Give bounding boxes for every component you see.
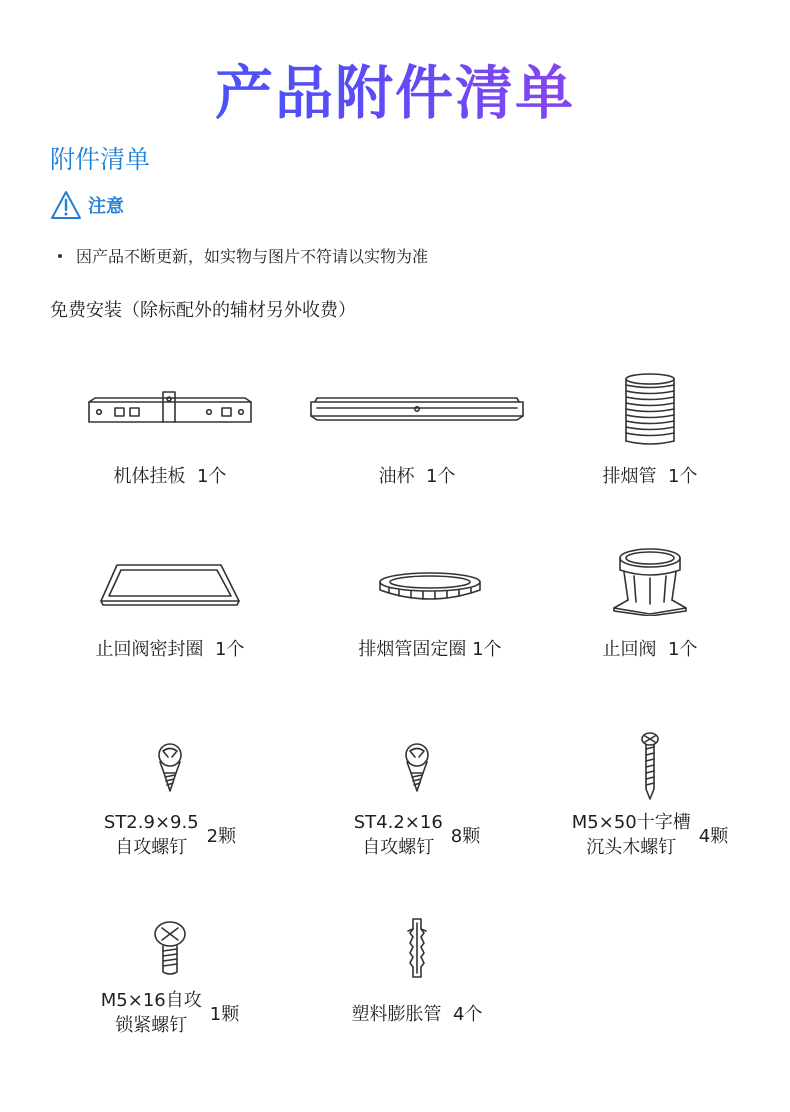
bullet-dot — [58, 254, 62, 258]
pipe-fixing-ring-illustration — [377, 568, 483, 602]
warning-icon — [50, 190, 82, 220]
exhaust-pipe-illustration — [622, 371, 678, 449]
install-note: 免费安装（除标配外的辅材另外收费） — [50, 300, 356, 321]
accessory-label: M5×16自攻 锁紧螺钉 1颗 — [100, 990, 240, 1036]
accessory-label: 排烟管固定圈 1个 — [358, 639, 502, 660]
note-item — [58, 244, 428, 267]
self-tapping-screw-illustration — [154, 743, 186, 793]
page-title: 产品附件清单 — [0, 46, 790, 130]
notice-heading — [50, 190, 124, 220]
section-title: 附件清单 — [50, 145, 151, 174]
accessory-label: 机体挂板 1个 — [113, 466, 227, 487]
accessory-label: 塑料膨胀管 4个 — [351, 1004, 483, 1025]
accessory-label: 止回阀密封圈 1个 — [95, 639, 245, 660]
accessory-label: 油杯 1个 — [378, 466, 456, 487]
accessory-label: 止回阀 1个 — [602, 639, 698, 660]
accessory-label: ST4.2×16 自攻螺钉 8颗 — [353, 812, 481, 858]
notice-label: 注意 — [88, 196, 124, 217]
wall-bracket-illustration — [85, 386, 255, 434]
accessory-label: 排烟管 1个 — [602, 466, 698, 487]
oil-cup-illustration — [307, 390, 527, 430]
accessory-label: M5×50十字槽 沉头木螺钉 4颗 — [571, 812, 729, 858]
plastic-anchor-illustration — [404, 917, 430, 979]
wood-screw-illustration — [639, 731, 661, 801]
accessory-label: ST2.9×9.5 自攻螺钉 2颗 — [103, 812, 237, 858]
self-tapping-screw-illustration — [401, 743, 433, 793]
lock-screw-illustration — [152, 920, 188, 976]
check-valve-illustration — [610, 546, 690, 616]
note-text: 因产品不断更新，如实物与图片不符请以实物为准 — [76, 247, 429, 266]
check-valve-seal-illustration — [97, 561, 243, 609]
